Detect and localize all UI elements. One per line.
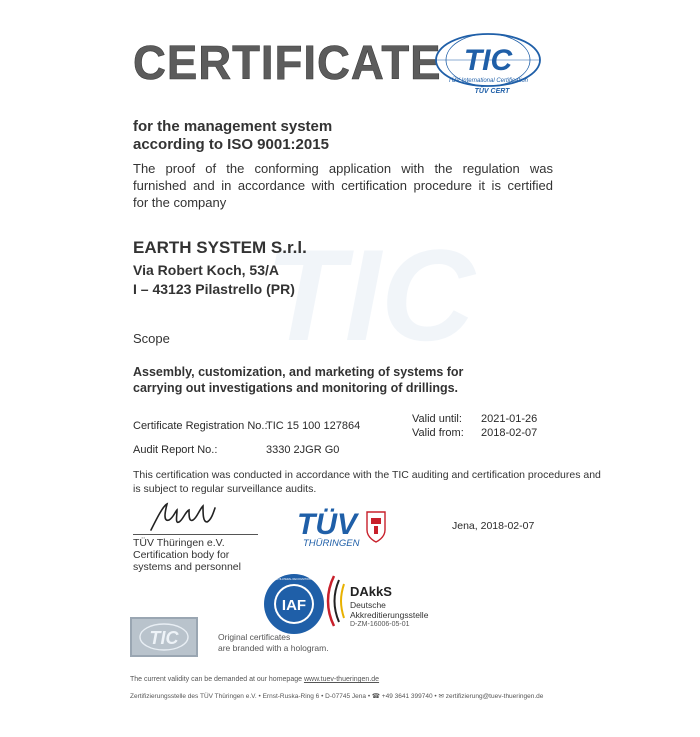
hologram-note-1: Original certificates bbox=[218, 632, 291, 642]
tuv-logo-text: TÜV bbox=[297, 508, 357, 541]
iaf-text: IAF bbox=[281, 597, 307, 614]
scope-line-2: carrying out investigations and monitoring of drillings. bbox=[133, 381, 459, 395]
intro-paragraph-line-3: for the company bbox=[133, 195, 227, 210]
tic-logo-subtitle: TÜV International Certification bbox=[447, 78, 529, 84]
hologram-note-2: are branded with a hologram. bbox=[218, 643, 329, 653]
intro-paragraph-line-2: furnished and in accordance with certification procedure it is certified bbox=[133, 178, 553, 193]
statement-line-1: This certification was conducted in accordance with the TIC auditing and certification procedures and bbox=[133, 469, 601, 481]
svg-text:TIC: TIC bbox=[265, 222, 475, 368]
company-name: EARTH SYSTEM S.r.l. bbox=[133, 238, 307, 257]
management-system-heading: for the management system bbox=[133, 118, 333, 135]
iso-standard-heading: according to ISO 9001:2015 bbox=[133, 136, 329, 153]
valid-until-label: Valid until: bbox=[412, 413, 462, 425]
signatory-role-2: systems and personnel bbox=[133, 561, 241, 573]
signature bbox=[133, 498, 263, 534]
audit-report-label: Audit Report No.: bbox=[133, 444, 218, 456]
certificate-title: CERTIFICATE bbox=[133, 37, 442, 90]
dakks-line-2: Akkreditierungsstelle bbox=[350, 610, 429, 620]
company-city: I – 43123 Pilastrello (PR) bbox=[133, 281, 295, 297]
validity-prefix: The current validity can be demanded at our homepage bbox=[130, 676, 302, 683]
tuv-thueringen-logo bbox=[295, 506, 395, 550]
company-street: Via Robert Koch, 53/A bbox=[133, 262, 280, 278]
tuv-cert-badge: TÜV CERT bbox=[474, 88, 510, 95]
signature-line bbox=[133, 534, 258, 535]
validity-note bbox=[130, 676, 379, 683]
valid-until-value: 2021-01-26 bbox=[481, 413, 538, 425]
dakks-logo bbox=[328, 570, 448, 632]
hologram-text: TIC bbox=[149, 628, 179, 648]
valid-from-label: Valid from: bbox=[412, 427, 464, 439]
validity-link[interactable]: www.tuev-thueringen.de bbox=[303, 676, 380, 683]
hologram-seal bbox=[130, 617, 198, 657]
dakks-line-1: Deutsche bbox=[350, 600, 386, 610]
place-date: Jena, 2018-02-07 bbox=[452, 520, 535, 532]
valid-from-value: 2018-02-07 bbox=[481, 427, 538, 439]
scope-line-1: Assembly, customization, and marketing of systems for bbox=[133, 365, 464, 379]
tuv-logo-subtitle: THÜRINGEN bbox=[303, 538, 360, 549]
registration-label: Certificate Registration No.: bbox=[133, 420, 268, 432]
footer-address: Zertifizierungsstelle des TÜV Thüringen e.V. • Ernst-Ruska-Ring 6 • D-07745 Jena • ☎ +49 3641 399740 • ✉ zertifizierung@tuev-thueringen.de bbox=[130, 693, 544, 700]
iaf-logo bbox=[256, 572, 332, 636]
scope-label: Scope bbox=[133, 331, 170, 346]
intro-paragraph-line-1: The proof of the conforming application with the regulation was bbox=[133, 161, 553, 176]
signatory-org: TÜV Thüringen e.V. bbox=[133, 537, 225, 549]
iaf-ring-text: MEMBER OF MULTILATERAL RECOGNITION ARRANGEMENT bbox=[256, 578, 332, 581]
statement-line-2: is subject to regular surveillance audits. bbox=[133, 483, 317, 495]
dakks-text: DAkkS bbox=[350, 584, 392, 599]
tic-logo bbox=[432, 30, 544, 98]
dakks-line-3: D-ZM-16006-05-01 bbox=[350, 621, 410, 628]
tic-logo-text: TIC bbox=[463, 44, 513, 77]
signatory-role-1: Certification body for bbox=[133, 549, 230, 561]
registration-value: TIC 15 100 127864 bbox=[266, 420, 361, 432]
audit-report-value: 3330 2JGR G0 bbox=[266, 444, 340, 456]
